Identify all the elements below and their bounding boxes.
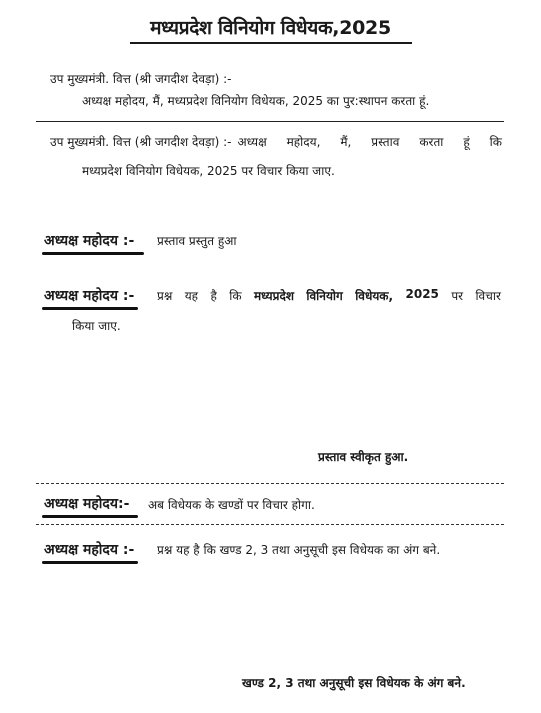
clause-question-text: प्रश्न यह है कि खण्ड 2, 3 तथा अनुसूची इस विधेयक का अंग बने. <box>157 543 441 557</box>
question-line2: किया जाए. <box>72 319 121 333</box>
clauses-accepted-text: खण्ड 2, 3 तथा अनुसूची इस विधेयक के अंग बने. <box>242 676 466 690</box>
speaker-label: अध्यक्ष महोदय :- <box>44 233 135 249</box>
introduction-statement: अध्यक्ष महोदय, मैं, मध्यप्रदेश विनियोग विधेयक, 2025 का पुर:स्थापन करता हूं. <box>82 94 430 108</box>
dashed-divider <box>36 483 504 484</box>
clause-consideration-text: अब विधेयक के खण्डों पर विचार होगा. <box>148 498 315 512</box>
speaker-name: उप मुख्यमंत्री. वित्त (श्री जगदीश देवड़ा) :- <box>50 72 232 86</box>
motion-words: अध्यक्ष महोदय, मैं, प्रस्ताव करता हूं कि <box>237 135 502 149</box>
speaker-label: अध्यक्ष महोदय :- <box>44 542 135 558</box>
dashed-divider <box>36 524 504 525</box>
label-underline <box>42 252 144 255</box>
speaker-name: उप मुख्यमंत्री. वित्त (श्री जगदीश देवड़ा) :- <box>50 135 232 149</box>
label-underline <box>42 307 138 310</box>
speaker-label: अध्यक्ष महोदय :- <box>44 288 135 304</box>
section-divider <box>36 121 504 122</box>
title-underline <box>130 42 412 44</box>
motion-accepted-text: प्रस्ताव स्वीकृत हुआ. <box>318 450 409 464</box>
document-title: मध्यप्रदेश विनियोग विधेयक,2025 <box>150 17 391 39</box>
speaker-label: अध्यक्ष महोदय:- <box>44 496 130 512</box>
question-line1: प्रश्न यह है कि मध्यप्रदेश विनियोग विधेयक, 2025 पर विचार <box>157 287 501 303</box>
label-underline <box>42 561 138 564</box>
motion-presented-text: प्रस्ताव प्रस्तुत हुआ <box>157 234 237 248</box>
motion-statement-line2: मध्यप्रदेश विनियोग विधेयक, 2025 पर विचार किया जाए. <box>82 164 335 178</box>
motion-statement-line1 <box>50 133 502 150</box>
label-underline <box>42 515 138 518</box>
